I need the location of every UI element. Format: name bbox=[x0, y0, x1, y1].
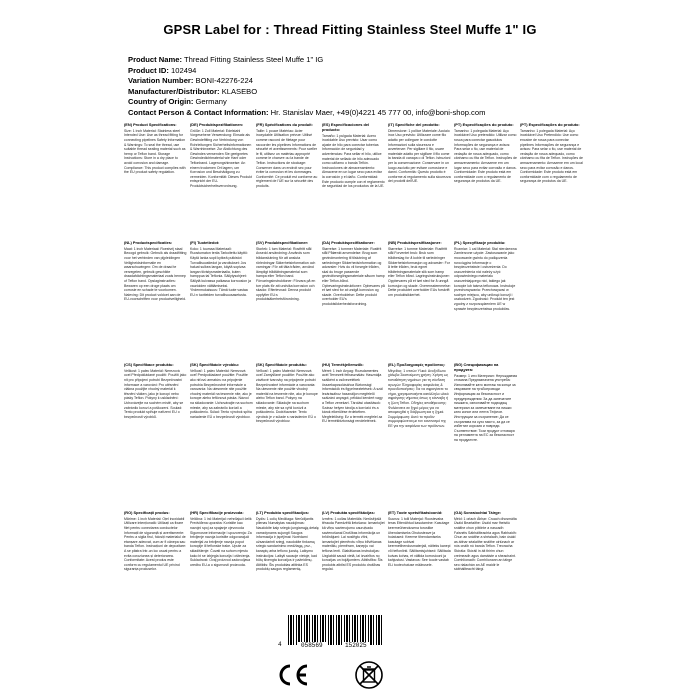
spec-heading: (PT) Especificações do produto: bbox=[454, 123, 514, 127]
spec-cell bbox=[454, 123, 520, 235]
spec-text: Storlek: 1 tum Material: Rostfritt stål Avsedd användning: Används som trådanslutning för att ansluta rörledningar Säkerhetsinformation och varningar: För att täta tråden, använd lämpligt trådtätningsmaterial som hampa eller Teflon band. Förvaringsinstruktioner: Förvara på en torr plats för att undvika korrosion och skador. Efterlevnad: Denna produkt uppfyller EU:s produktsäkerhetsförordning. bbox=[256, 246, 316, 302]
spec-text: Veličina: 1 inč Materijal: nehrđajući čelik Predviđena uporaba: Koristite kao navojni spoj za spajanje cjevovoda Sigurnosne informacije i upozorenja: Za brtvljenje navoja koristite odgovarajući materijal za brtvljenje navoja poput konoplje ili teflonske trake. Upute za skladištenje: Čuvati na suhom mjestu kako bi se izbjegla korozija i oštećenja. Sukladnost: Ovaj proizvod zadovoljava uredbu EU-a o sigurnosti proizvoda. bbox=[190, 516, 252, 567]
spec-row bbox=[124, 241, 586, 357]
spec-text: Izmērs: 1 collas Materiāls: Nerūsējošā tērauda Paredzētā lietošana: Izmantojiet kā vītņu savienojumu cauruļvadu savienošanai Drošības informācija un brīdinājumi: Lai noslēgtu vītni, izmantojiet piemērotu vītņu blīvēšanas materiālu, piemēram, kaņepju vai teflona lenti. Glabāšanas instrukcijas: Uzglabāt sausā vietā, lai izvairītos no korozijas un bojājumiem. Atbilstība: Šis produkts atbilst ES produktu drošības regulai. bbox=[322, 516, 385, 572]
spec-cell bbox=[124, 511, 190, 631]
product-info bbox=[128, 55, 668, 119]
info-key: Product Name: bbox=[128, 55, 183, 64]
spec-heading: (BG) Спецификации на продукта: bbox=[454, 363, 499, 372]
ce-mark-icon bbox=[276, 663, 310, 687]
spec-row bbox=[124, 511, 586, 631]
spec-text: Mărime: 1 inch Material: Oțel inoxidabil Utilizare intenționată: Utilizați ca fixare filet pentru conectarea conductelor Informații de siguranță și avertismente: Pentru a sigila firul, folosiți materialul de etanșare adecvat, cum ar fi cânepa sau banda Teflon. Instrucțiuni de depozitare: A se păstra într-un loc uscat pentru a evita coroziunea și deteriorarea. Conformitate: Acest produs este conform cu regulamentul UE privind siguranța produselor. bbox=[124, 516, 187, 572]
spec-text: Размер: 1 инч Материал: Неръждаема стомана Предназначена употреба: Използвайте като монтаж на конци за свързване на тръбопроводи Информация за безопасност и предупреждения: За да запечатате нишката, използвайте подходящ материал за запечатване на нишки като коноп или лента Тефлон. Инструкции за съхранение: Да се съхранява на сухо място, за да се избегнат корозия и повреди. Съответствие: Този продукт отговаря на регламента на ЕС за безопасност на продуктите. bbox=[454, 373, 517, 442]
spec-cell bbox=[190, 511, 256, 631]
info-key: Variation Number: bbox=[128, 76, 194, 86]
spec-cell bbox=[322, 241, 388, 357]
spec-heading: (DE) Produktspezifikationen: bbox=[190, 123, 244, 127]
spec-heading: (HU) Termékjellemzők: bbox=[322, 363, 364, 367]
spec-cell bbox=[388, 123, 454, 235]
spec-heading: (RO) Specificații produs: bbox=[124, 511, 170, 515]
spec-heading: (EL) Προδιαγραφές προϊόντος: bbox=[388, 363, 446, 367]
spec-heading: (SV) Produktspecifikationer: bbox=[256, 241, 309, 245]
spec-heading: (SK) Špecifikácie výrobku: bbox=[190, 363, 240, 367]
info-value: Germany bbox=[195, 97, 227, 107]
spec-heading: (NL) Productspecificaties: bbox=[124, 241, 173, 245]
spec-cell bbox=[388, 363, 454, 505]
spec-cell bbox=[388, 511, 454, 631]
spec-heading: (EN) Product Specifications: bbox=[124, 123, 177, 127]
spec-cell bbox=[124, 363, 190, 505]
spec-cell bbox=[190, 363, 256, 505]
spec-cell bbox=[322, 123, 388, 235]
spec-cell bbox=[256, 363, 322, 505]
barcode-bars bbox=[288, 615, 384, 645]
info-key: Product ID: bbox=[128, 65, 169, 75]
spec-heading: (GA) Sonraíochtaí Táirge: bbox=[454, 511, 502, 515]
info-row-contact bbox=[128, 108, 668, 119]
spec-text: Veľkosť: 1 palec Materiál: Nerezová oceľ Predpokladané použitie: Použite ako niťovú armatúru na pripojenie potrubia Bezpečnostné informácie a varovania: Na utesnenie nite použite vhodný materiál na tesnenie nite, ako je konope alebo teflónová páska. Návod na skladovanie: Uchovávajte na suchom mieste, aby sa zabránilo korózii a poškodeniu. Súlad: Tento výrobok spĺňa nariadenie EÚ o bezpečnosti výrobkov. bbox=[190, 368, 253, 419]
spec-cell bbox=[256, 511, 322, 631]
spec-cell bbox=[322, 363, 388, 505]
barcode-left-digits: 058569 bbox=[298, 642, 326, 649]
info-value: Thread Fitting Stainless Steel Muffe 1" IG bbox=[184, 55, 324, 64]
spec-text: Tamaño: 1 pulgada Material: Acero inoxidable Uso previsto: Usar como ajuste de hilo para conectar tuberías Información de seguridad y advertencias: Para sellar el hilo, utilice material de sellado de hilo adecuado como cáñamo o banda Teflón. Instrucciones de almacenamiento: Almacene en un lugar seco para evitar la corrosión y el daño. Conformidad: Este producto cumple con el reglamento de seguridad de los productos de la UE. bbox=[322, 133, 385, 189]
spec-heading: (HR) Specifikacije proizvoda: bbox=[190, 511, 244, 515]
spec-heading: (IT) Specifiche del prodotto: bbox=[388, 123, 440, 127]
spec-text: Suurus: 1 tolli Materjal: Roostevaba teras Ettenähtud kasutamine: Kasutage keermeühendusena torustike ühendamiseks Ohutusteave ja hoiatused: Keerme tihendamiseks kasutage sobivat keermetihendusmaterjali, näiteks kanepi või teflonlinti. Säilitamisjuhised: Säilitada kuivas kohas, et vältida korrosiooni ja kahjustusi. Vastavus: See toode vastab ELi tooteohutuse määrusele. bbox=[388, 516, 451, 567]
spec-text: Rozmiar: 1 cal Materiał: Stal nierdzewna Zamierzone użycie: Zastosowanie jako mocowanie gwintu do podłączenia rurociągów Informacje o bezpieczeństwie i ostrzeżenia: Do uszczelnienia nici należy użyć odpowiedniego materiału uszczelniającego nici, takiego jak konopie lub taśma teflonowa. Instrukcje przechowywania: Przechowywać w suchym miejscu, aby uniknąć korozji i uszkodzeń. Zgodność: Produkt ten jest zgodny z rozporządzeniem UE w sprawie bezpieczeństwa produktów. bbox=[454, 246, 517, 311]
spec-text: Koko: 1 tuumaa Materiaali: Ruostumaton teräs Tarkoitettu käyttö: Käytä lanka sopii kytkeä putkistot Turvallisuustiedot ja varoitukset: Jos haluat sulkea langan, käytä sopivaa langan tiivistysmateriaalia, kuten hamppua tai Teflonia. Säilytysohjeet: Säilytä kuivassa paikassa korroosion ja vaurioiden välttämiseksi. Yhdenmukaisuus: Tämä tuote vastaa EU:n tuotteiden turvallisuusasetusta. bbox=[190, 246, 251, 297]
spec-cell bbox=[454, 511, 520, 631]
spec-cell bbox=[322, 511, 388, 631]
page-title: GPSR Label for : Thread Fitting Stainless Steel Muffe 1" IG bbox=[163, 22, 537, 37]
spec-cell bbox=[190, 123, 256, 235]
spec-text: Größe: 1 Zoll Material: Edelstahl Vorgesehene Verwendung: Einsatz als Gewindefitting zur Verbindung von Rohrleitungen Sicherheitsinformationen & Warnhinweise: Zur Abdichtung des Gewindes verwenden Sie geeignetes Gewindedichtmaterial wie Hanf oder Teflonband. Lagerungshinweise: An einem trockenen Ort lagern, um Korrosion und Beschädigung zu vermeiden. Konformität: Dieses Produkt entspricht der EU-Produktsicherheitsverordnung. bbox=[190, 128, 252, 188]
info-row-product-id bbox=[128, 66, 668, 77]
spec-text: Tamanho: 1 polegada Material: Aço inoxidável Uso pretendido: Utilizar como rosca para conectar gasodutos Informações de segurança e avisos: Para selar o fio, use material de vedação de rosca adequado, como cânhamo ou fita de Teflon. Instruções de armazenamento: Armazene em um lugar seco para evitar corrosão e danos. Conformidade: Este produto está em conformidade com o regulamento de segurança de produtos da UE. bbox=[454, 128, 517, 184]
barcode-first-digit: 4 bbox=[278, 641, 282, 648]
spec-cell bbox=[124, 241, 190, 357]
spec-heading: (ES) Especificaciones del producto: bbox=[322, 123, 370, 132]
info-value: Hr. Stanislav Maer, +49(0)4221 45 777 00, info@boni-shop.com bbox=[270, 107, 486, 117]
info-key: Country of Origin: bbox=[128, 97, 194, 107]
spec-text: Størrelse: 1 tomme Materiale: Rustfritt stål Forventet bruk: Bruk som trådbeslag for å koble til rørledninger Sikkerhetsinformasjon og advarsler: For å tette tråden, bruk egnet trådtetningsmateriale slik som hamp eller Teflon bånd. Lagringsinstruksjoner: Oppbevares på et tørt sted for å unngå korrosjon og skade. Overensstemmelse: Dette produktet overholder EUs forskrift om produktsikkerhet. bbox=[388, 246, 451, 297]
spec-heading: (PL) Specyfikacje produktu: bbox=[454, 241, 506, 245]
spec-text: Dydis: 1 colių Medžiaga: Nerūdijantis plienas Numatytas naudojimas: Naudokite kaip sriegio jungiamąją detalę vamzdynams sujungti Saugos informacija ir įspėjimai: Norėdami užsandarinti sriegį, naudokite tinkamą sriegio sandarinimo medžiagą, pvz., kanapių arba teflono juostą. Laikymo instrukcijos: Laikyti sausoje vietoje, kad būtų išvengta korozijos ir pažeidimų. Atitiktis: Šis produktas atitinka ES produktų saugos reglamentą. bbox=[256, 516, 319, 572]
spec-text: Tamanho: 1 polegada Material: Aço inoxidável Uso Pretendido: Use como encaixe de rosca para conectar pipelines Informações de segurança e avisos: Para selar o fio, use material de vedação de rosca adequado, como cânhamo ou fita de Teflon. Instruções de armazenamento: Armazene em um local seco para evitar corrosão e danos. Conformidade: Este produto está em conformidade com o regulamento de segurança de produtos da UE. bbox=[520, 128, 583, 184]
spec-cell bbox=[388, 241, 454, 357]
spec-heading: (FI) Tuotetiedot: bbox=[190, 241, 220, 245]
info-row-variation bbox=[128, 76, 668, 87]
spec-text: Størrelse: 1 tommer Materiale: Rustfrit stål Påtænkt anvendelse: Brug som gevindmontering til tilslutning af rørledninger Sikkerhedsinformation og advarsler: Hvis du vil forsegle tråden, skal du bruge passende gevindforseglingsmateriale såsom hamp eller Teflon-bånd. Opbevaringsinstruktioner: Opbevares på et tørt sted for at undgå korrosion og skade. Overholdelse: Dette produkt overholder EU's produktsikkerhedsforordning. bbox=[322, 246, 385, 306]
spec-text: Μέγεθος: 1 ιντσών Υλικό: Ανοξείδωτο χάλυβα Σκοπούμενη χρήση: Χρήση ως τοποθέτηση νημάτων για τη σύνδεση αγωγών Πληροφορίες ασφαλείας & προειδοποιήσεις: Για να σφραγίσετε το νήμα, χρησιμοποιήστε κατάλληλο υλικό σφράγισης νήματος όπως η κάνναβη ή η ζώνη Teflon. Οδηγίες αποθήκευσης: Φυλάσσετε σε ξηρό μέρος για να αποφευχθεί η διάβρωση και η ζημιά. Συμμόρφωση: Αυτό το προϊόν συμμορφώνεται με τον κανονισμό της ΕΕ για την ασφάλεια των προϊόντων. bbox=[388, 368, 449, 428]
spec-heading: (LT) Produkto specifikacijos: bbox=[256, 511, 310, 515]
spec-heading: (CS) Specifikace produktu: bbox=[124, 363, 174, 367]
info-key: Contact Person & Contact Information: bbox=[128, 107, 269, 117]
spec-text: Dimensione: 1 pollice Materiale: Acciaio inox Uso previsto: Utilizzare come filo adatto per collegare le condotte Informazioni sulla sicurezza e avvertenze: Per sigillare il filo, usare materiale adatto per sigillare il filo come la banda di canapa o di Teflon. Istruzioni per la conservazione: Conservare in un luogo asciutto per evitare corrosione e danni. Conformità: Questo prodotto è conforme al regolamento sulla sicurezza dei prodotti dell'UE. bbox=[388, 128, 451, 184]
info-key: Manufacturer/Distributor: bbox=[128, 86, 220, 96]
spec-heading: (SK) Špecifikácie produktu: bbox=[256, 363, 307, 367]
barcode bbox=[276, 615, 386, 653]
spec-text: Méid: 1 orlach Ábhar: Cruach dhosmálta Úsáid Beartaithe: Úsáid mar fheistiú snáithe chun píblínte a nascadh Faisnéis Sábháilteachta agus Rabhaidh: Chun an snáithe a shéaladh, bain úsáid as ábhar séalaithe snáithe oiriúnach ar nós cnáib nó banda Teflon. Treoracha Stórála: Stóráil in áit thirim chun creimeadh agus damáiste a sheachaint. Comhlíonadh: Comhlíonann an táirge seo rialachán an AE maidir le sábháilteacht táirgí. bbox=[454, 516, 517, 572]
crossed-out-bin-icon bbox=[354, 660, 384, 690]
spec-cell bbox=[520, 123, 586, 235]
info-row-manufacturer bbox=[128, 87, 668, 98]
spec-heading: (FR) Spécifications du produit: bbox=[256, 123, 313, 127]
spec-text: Taille: 1 pouce Matériau: Acier inoxydable Utilisation prévue: Utilisé comme raccord de filetage pour raccorder les pipelines Informations de sécurité et avertissements: Pour sceller le fil, utilisez un matériau approprié comme le chanvre ou la bande de Teflon. Instructions de stockage: Conserver dans un endroit sec pour éviter la corrosion et les dommages. Conformité: Ce produit est conforme au règlement de l'UE sur la sécurité des produits. bbox=[256, 128, 318, 188]
spec-text: Velikost: 1 palec Materiál: Nerezová ocel Předpokládané použití: Použití jako nit pro připojení potrubí Bezpečnostní informace a varování: Pro utěsnění vlákna použijte vhodný materiál k těsnění vláken, jako je konopí nebo pásky Teflon. Pokyny k uskladnění: Uchovávejte na suchém místě, aby se zabránilo korozi a poškození. Soulad: Tento produkt splňuje nařízení EU o bezpečnosti výrobků. bbox=[124, 368, 187, 419]
spec-cell bbox=[256, 241, 322, 357]
spec-heading: (LV) Produkta specifikācijas: bbox=[322, 511, 375, 515]
spec-heading: (PT) Especificações do produto: bbox=[520, 123, 580, 127]
spec-cell bbox=[190, 241, 256, 357]
spec-text: Méret: 1 inch Anyag: Rozsdamentes acél Tervezett felhasználás: Használja szálként a csővezetékek összekapcsolásához Biztonsági információk és figyelmeztetések: A szál lezárásához használjon megfelelő szálzáró anyagot, például kendert vagy a Teflon zenekart. Tárolási utasítások: Száraz helyen tárolja a korrózió és a károk elkerülése érdekében. Megfelelőség: Ez a termék megfelel az EU termékbiztonsági rendeletének. bbox=[322, 368, 383, 424]
spec-row bbox=[124, 123, 586, 235]
language-spec-grid bbox=[124, 123, 586, 637]
barcode-right-digits: 152025 bbox=[342, 642, 370, 649]
spec-heading: (ET) Toote spetsifikatsioonid: bbox=[388, 511, 443, 515]
info-row-origin bbox=[128, 97, 668, 108]
spec-cell bbox=[256, 123, 322, 235]
spec-row bbox=[124, 363, 586, 505]
info-value: BONI-42276-224 bbox=[195, 76, 253, 86]
spec-text: Maat: 1 inch Materiaal: Roestvrij staal Beoogd gebruik: Gebruik als draadfitting voor het verbinden van pijpleidingen Veiligheidsinformatie en waarschuwingen: Om de draad te verzegelen, gebruik geschikte draadafdichtingsmateriaal zoals hennep of Teflon band. Opslaginstructies: Bewaren op een droge plaats om corrosie en schade te voorkomen. Naleving: Dit product voldoet aan de EU-voorschriften voor productveiligheid. bbox=[124, 246, 187, 302]
spec-cell bbox=[124, 123, 190, 235]
info-value: KLASEBO bbox=[221, 86, 258, 96]
spec-heading: (NB) Produktspesifikasjoner: bbox=[388, 241, 442, 245]
spec-cell bbox=[454, 363, 520, 505]
spec-cell bbox=[454, 241, 520, 357]
info-value: 102494 bbox=[171, 65, 197, 75]
spec-text: Size: 1 inch Material: Stainless steel Intended Use: Use as thread fitting for connecting pipelines Safety Information & Warnings: To seal the thread, use suitable thread sealing material such as hemp or Teflon band. Storage Instructions: Store in a dry place to avoid corrosion and damage. Compliance: This product complies with the EU product safety regulation. bbox=[124, 128, 186, 175]
info-row-product-name bbox=[128, 55, 668, 66]
spec-heading: (DA) Produktspecifikationer: bbox=[322, 241, 375, 245]
spec-text: Veľkosť: 1 palec Materiál: Nerezová oceľ Zamýšľané použitie: Použite ako závitové tvarovky na pripojenie potrubí Bezpečnostné informácie a varovania: Na utesnenie nite použite vhodný materiál na tesnenie nite, ako je konope alebo Teflon band. Pokyny na skladovanie: Skladujte na suchom mieste, aby ste sa vyhli korózii a poškodeniu. Dodržiavanie: Tento výrobok je v súlade s nariadením EÚ o bezpečnosti výrobkov. bbox=[256, 368, 318, 424]
